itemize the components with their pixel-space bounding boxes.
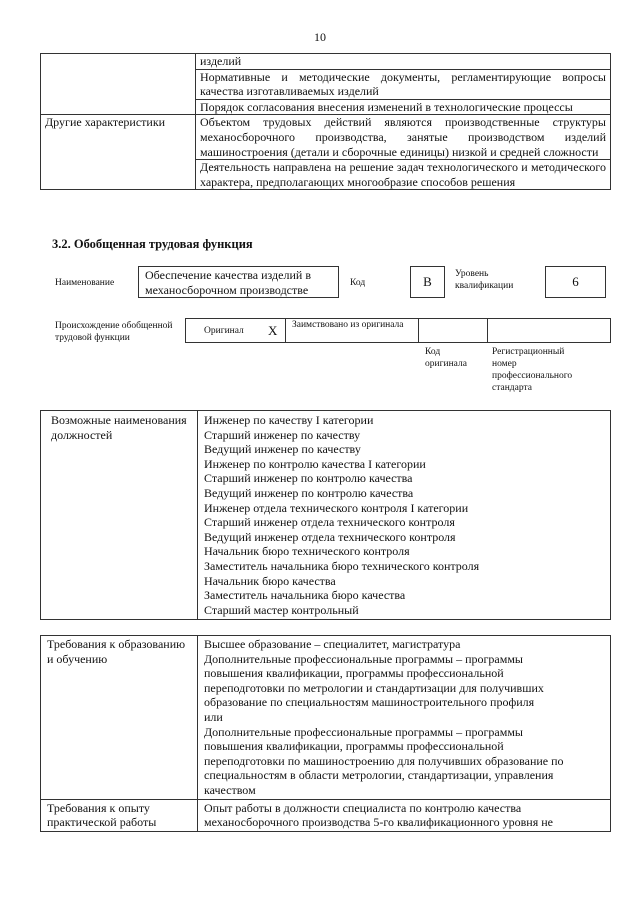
education-value — [198, 636, 611, 800]
positions-list — [198, 411, 611, 620]
list-item: Старший инженер отдела технического контроля — [204, 515, 455, 530]
list-item: Старший мастер контрольный — [204, 602, 359, 617]
list-item: Заместитель начальника бюро качества — [204, 588, 406, 603]
code-label: Код — [350, 278, 366, 288]
list-item: Старший инженер по контролю качества — [204, 471, 413, 486]
code-value: B — [410, 266, 445, 298]
list-item: Начальник бюро качества — [204, 573, 336, 588]
characteristics-table — [40, 53, 611, 190]
experience-label: Требования к опыту практической работы — [41, 799, 198, 831]
reg-number-caption: Регистрационный номер профессионального стандарта — [492, 347, 573, 393]
original-label: Оригинал — [204, 326, 244, 336]
table-cell: Объектом трудовых действий являются производственные структуры механосборочного производства, занятые производством изделий машиностроения (детали и сборочные единицы) низкой и средней сложности — [196, 115, 611, 160]
education-label: Требования к образованию и обучению — [41, 636, 198, 800]
name-label: Наименование — [55, 278, 115, 288]
text-line: механосборочного производства 5-го квалификационного уровня не — [204, 815, 553, 830]
original-code-caption: Код оригинала — [425, 347, 467, 369]
original-mark: X — [268, 323, 278, 338]
positions-table — [40, 410, 611, 620]
text-line: Дополнительные профессиональные программы – программы — [204, 651, 523, 666]
table-cell: изделий — [196, 54, 611, 70]
level-label: Уровень квалификации — [455, 269, 514, 291]
list-item: Ведущий инженер по контролю качества — [204, 485, 414, 500]
text-line: переподготовки по метрологии и стандартизации для получивших — [204, 680, 544, 695]
list-item: Старший инженер по качеству — [204, 427, 361, 442]
text-line: специальностям в области метрологии, стандартизации, управления — [204, 768, 554, 783]
table-row — [41, 636, 611, 800]
list-item: Инженер отдела технического контроля I категории — [204, 500, 469, 515]
original-code-cell — [418, 318, 488, 343]
text-line: Высшее образование – специалитет, магистратура — [204, 637, 461, 651]
text-line: повышения квалификации, программы профессиональной — [204, 739, 504, 754]
experience-value — [198, 799, 611, 831]
text-line: повышения квалификации, программы профессиональной — [204, 666, 504, 681]
list-item: Инженер по качеству I категории — [204, 413, 374, 427]
table-cell: Нормативные и методические документы, регламентирующие вопросы качества изготавливаемых изделий — [196, 69, 611, 99]
table-cell: Деятельность направлена на решение задач технологического и методического характера, предполагающих многообразие способов решения — [196, 160, 611, 190]
text-line: образование по специальностям машиностроительного профиля — [204, 695, 535, 710]
list-item: Начальник бюро технического контроля — [204, 544, 410, 559]
level-value: 6 — [545, 266, 606, 298]
table-row — [41, 411, 611, 620]
borrowed-cell: Заимствовано из оригинала — [285, 318, 419, 343]
positions-label: Возможные наименования должностей — [41, 411, 198, 620]
list-item: Заместитель начальника бюро технического контроля — [204, 558, 480, 573]
original-cell — [185, 318, 286, 343]
table-row — [41, 54, 611, 70]
table-cell-empty — [41, 54, 196, 115]
text-line: или — [204, 709, 223, 724]
list-item: Инженер по контролю качества I категории — [204, 456, 426, 471]
text-line: Опыт работы в должности специалиста по контролю качества — [204, 800, 522, 815]
table-row — [41, 799, 611, 831]
text-line: Дополнительные профессиональные программы – программы — [204, 724, 523, 739]
row-label: Другие характеристики — [41, 115, 196, 190]
requirements-table — [40, 635, 611, 832]
table-cell: Порядок согласования внесения изменений в технологические процессы — [196, 99, 611, 115]
list-item: Ведущий инженер по качеству — [204, 442, 361, 457]
section-heading: 3.2. Обобщенная трудовая функция — [52, 237, 253, 251]
reg-number-cell — [487, 318, 611, 343]
list-item: Ведущий инженер отдела технического контроля — [204, 529, 456, 544]
name-value: Обеспечение качества изделий в механосборочном производстве — [138, 266, 339, 298]
origin-label: Происхождение обобщенной трудовой функции — [55, 321, 173, 343]
text-line: качеством — [204, 782, 256, 797]
table-row — [41, 115, 611, 160]
text-line: переподготовки по машиностроению для получивших образование по — [204, 753, 564, 768]
page-number: 10 — [314, 30, 326, 44]
